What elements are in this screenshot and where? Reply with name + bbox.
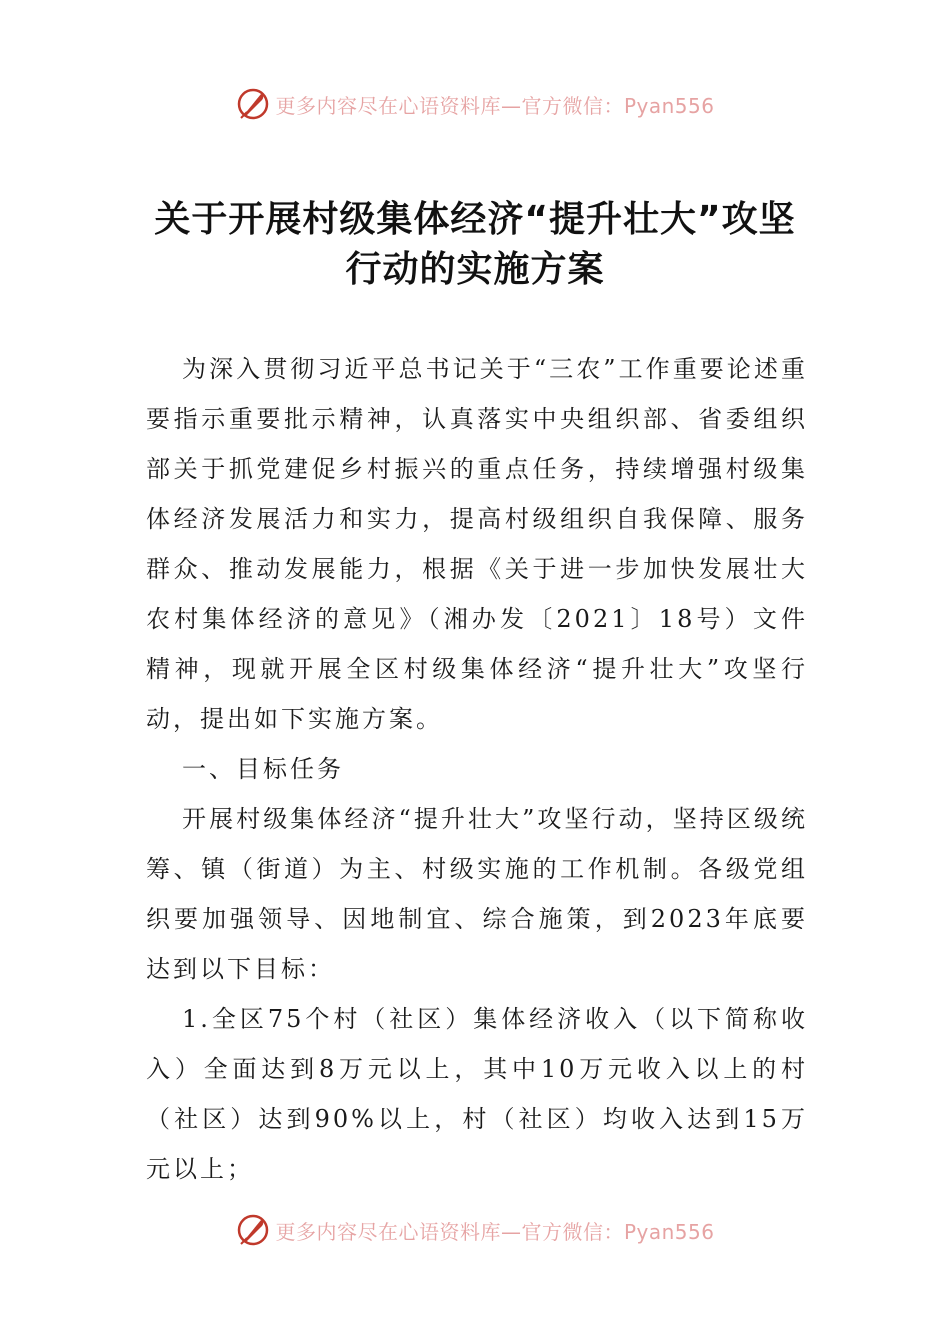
section-heading-goals: 一、目标任务 [182,755,344,783]
document-title-line-1: 关于开展村级集体经济“提升壮大”攻坚 [154,199,796,240]
watermark-text: 更多内容尽在心语资料库—官方微信：Pyan556 [275,1219,715,1244]
document-title-line-2: 行动的实施方案 [345,249,605,290]
document-body [146,344,808,1194]
paragraph-goals: 开展村级集体经济“提升壮大”攻坚行动，坚持区级统筹、镇（街道）为主、村级实施的工作机制。各级党组织要加强领导、因地制宜、综合施策，到2023年底要达到以下目标： [146,805,808,983]
watermark-text: 更多内容尽在心语资料库—官方微信：Pyan556 [275,93,715,118]
paragraph-goal-item-1: 1.全区75个村（社区）集体经济收入（以下简称收入）全面达到8万元以上，其中10万元收入以上的村（社区）达到90%以上，村（社区）均收入达到15万元以上； [146,1005,808,1183]
paragraph-intro: 为深入贯彻习近平总书记关于“三农”工作重要论述重要指示重要批示精神，认真落实中央组织部、省委组织部关于抓党建促乡村振兴的重点任务，持续增强村级集体经济发展活力和实力，提高村级组织自我保障、服务群众、推动发展能力，根据《关于进一步加快发展壮大农村集体经济的意见》（湘办发〔2021〕18号）文件精神，现就开展全区村级集体经济“提升壮大”攻坚行动，提出如下实施方案。 [146,355,808,733]
watermark-banner-bottom [0,1210,950,1250]
feather-pen-logo-icon [235,1212,271,1248]
feather-pen-logo-icon [235,86,271,122]
watermark-banner-top [0,84,950,124]
